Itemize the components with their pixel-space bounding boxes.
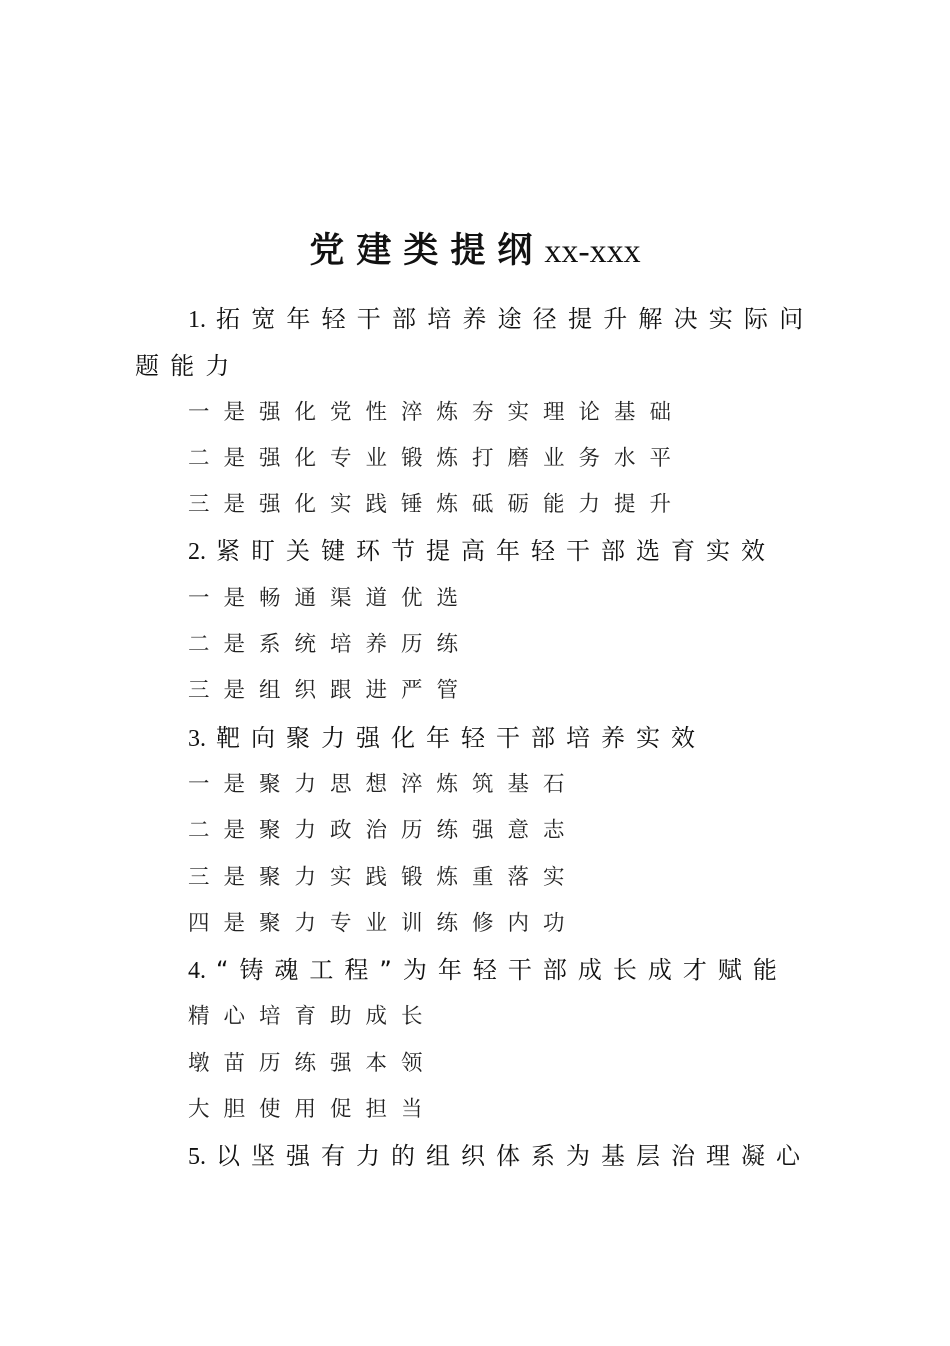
outline-item: 二是系统培养历练 [188,632,473,658]
section-title: 靶向聚力强化年轻干部培养实效 [216,723,706,752]
outline-item: 四是聚力专业训练修内功 [188,910,579,936]
section-title: “铸魂工程”为年轻干部成长成才赋能 [216,956,788,985]
section-title: 紧盯关键环节提高年轻干部选育实效 [216,537,776,566]
section-number: 3. [188,725,206,752]
outline-item: 大胆使用促担当 [188,1097,437,1123]
section-heading [135,296,825,390]
section-heading [135,528,825,575]
title-code: xx-xxx [544,233,641,271]
outline-item: 一是聚力思想淬炼筑基石 [188,771,579,797]
section-heading [135,947,825,994]
outline-item: 一是畅通渠道优选 [188,585,473,611]
section-title: 拓宽年轻干部培养途径提升解决实际问题能力 [135,305,815,381]
section-number: 5. [188,1144,206,1171]
title-text: 党建类提纲 [309,230,545,272]
section-number: 2. [188,539,206,566]
outline-item: 精心培育助成长 [188,1004,437,1030]
section-heading [135,715,825,762]
section-heading [135,1133,825,1180]
document-title [0,223,950,273]
outline-item: 三是强化实践锤炼砥砺能力提升 [188,492,686,518]
outline-item: 三是聚力实践锻炼重落实 [188,864,579,890]
section-title: 以坚强有力的组织体系为基层治理凝心 [216,1142,811,1171]
outline-item: 三是组织跟进严管 [188,678,473,704]
outline-item: 一是强化党性淬炼夯实理论基础 [188,399,686,425]
outline-body [135,296,825,1181]
outline-item: 墩苗历练强本领 [188,1050,437,1076]
outline-item: 二是强化专业锻炼打磨业务水平 [188,445,686,471]
outline-item: 二是聚力政治历练强意志 [188,818,579,844]
section-number: 1. [188,307,206,333]
section-number: 4. [188,958,206,985]
